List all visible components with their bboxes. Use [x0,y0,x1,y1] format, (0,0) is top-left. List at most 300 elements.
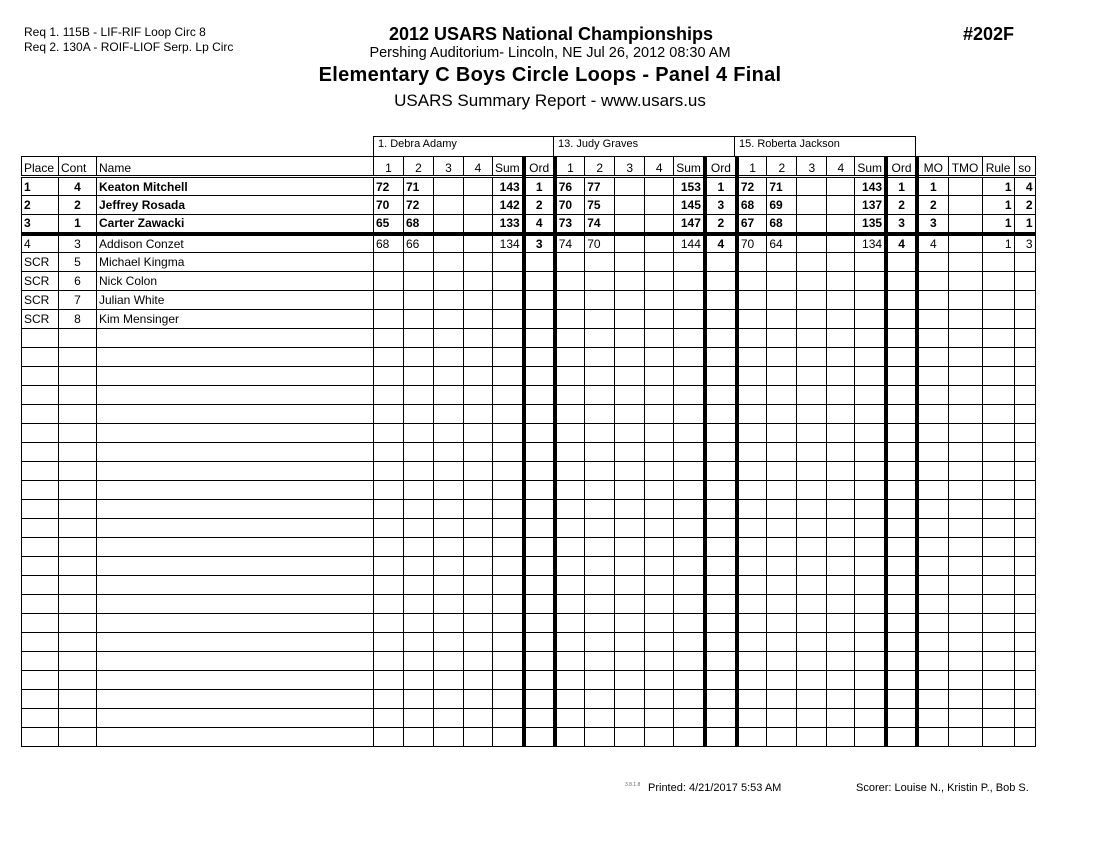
tmo-cell [948,424,982,443]
score-cell [555,500,585,519]
score-cell [797,177,827,196]
table-row [22,253,1036,272]
score-cell [737,500,767,519]
score-cell [737,652,767,671]
sum-cell [493,310,524,329]
so-cell [1014,424,1035,443]
ordinal-cell [705,348,737,367]
mo-cell [917,500,948,519]
score-cell: 71 [404,177,434,196]
col-header-mo: MO [917,157,948,177]
score-cell [434,595,464,614]
score-cell [555,709,585,728]
place-cell [22,633,59,652]
tmo-cell [948,291,982,310]
tmo-cell [948,367,982,386]
score-cell [797,633,827,652]
mo-cell [917,538,948,557]
score-cell [645,443,674,462]
contestant-number-cell [59,728,97,747]
score-cell [797,462,827,481]
sum-cell [674,671,705,690]
ordinal-cell [524,386,555,405]
ordinal-cell: 4 [886,234,917,253]
skater-name-cell [97,500,374,519]
sum-cell [855,386,886,405]
rule-cell [982,405,1014,424]
score-cell [404,443,434,462]
score-cell [615,367,645,386]
score-cell [555,652,585,671]
score-cell [374,272,404,291]
tmo-cell [948,519,982,538]
score-cell [737,557,767,576]
score-cell [767,690,797,709]
col-header-judge1-sum: Sum [493,157,524,177]
skater-name-cell: Michael Kingma [97,253,374,272]
table-row [22,177,1036,196]
score-cell [767,253,797,272]
ordinal-cell: 4 [705,234,737,253]
skater-name-cell [97,405,374,424]
sum-cell [855,690,886,709]
score-cell [737,690,767,709]
printed-timestamp: Printed: 4/21/2017 5:53 AM [648,782,782,794]
score-cell [767,538,797,557]
rule-cell [982,272,1014,291]
ordinal-cell [886,272,917,291]
rule-cell [982,253,1014,272]
score-cell [585,424,615,443]
col-header-judge2-2: 2 [585,157,615,177]
event-number: #202F [963,24,1015,44]
rule-cell [982,671,1014,690]
skater-name-cell [97,386,374,405]
score-cell: 68 [374,234,404,253]
ordinal-cell [886,367,917,386]
score-cell: 64 [767,234,797,253]
col-header-tmo: TMO [948,157,982,177]
score-cell [767,329,797,348]
sum-cell [855,519,886,538]
score-cell [827,424,855,443]
ordinal-cell [705,329,737,348]
score-cell [374,443,404,462]
score-cell [615,633,645,652]
sum-cell: 133 [493,215,524,234]
score-cell [737,481,767,500]
place-cell [22,576,59,595]
col-header-so: so [1014,157,1035,177]
score-cell [797,652,827,671]
score-cell [737,424,767,443]
score-cell [464,291,493,310]
ordinal-cell [524,405,555,424]
place-cell [22,443,59,462]
rule-cell [982,690,1014,709]
score-cell [585,652,615,671]
score-cell [374,538,404,557]
score-cell [464,196,493,215]
mo-cell [917,481,948,500]
skater-name-cell [97,443,374,462]
col-header-judge1-2: 2 [404,157,434,177]
score-cell [404,519,434,538]
place-cell [22,671,59,690]
ordinal-cell [886,443,917,462]
sum-cell [674,405,705,424]
ordinal-cell [886,310,917,329]
table-row [22,443,1036,462]
ordinal-cell [705,519,737,538]
sum-cell: 142 [493,196,524,215]
place-cell: SCR [22,253,59,272]
so-cell [1014,690,1035,709]
score-cell [737,272,767,291]
table-row [22,538,1036,557]
sum-cell [493,519,524,538]
score-cell [464,253,493,272]
ordinal-cell [705,652,737,671]
ordinal-cell [886,652,917,671]
score-cell [555,405,585,424]
score-cell [434,519,464,538]
contestant-number-cell: 7 [59,291,97,310]
so-cell: 2 [1014,196,1035,215]
score-cell [737,329,767,348]
score-cell [797,253,827,272]
score-cell [464,215,493,234]
score-cell [645,462,674,481]
place-cell [22,728,59,747]
sum-cell [493,690,524,709]
col-header-judge2-sum: Sum [674,157,705,177]
score-cell [464,386,493,405]
tmo-cell [948,234,982,253]
score-cell [555,633,585,652]
score-cell [767,557,797,576]
score-cell [374,614,404,633]
score-cell [464,690,493,709]
score-cell [645,272,674,291]
ordinal-cell [705,367,737,386]
contestant-number-cell: 2 [59,196,97,215]
rule-cell [982,652,1014,671]
score-cell [585,614,615,633]
tmo-cell [948,576,982,595]
contestant-number-cell: 6 [59,272,97,291]
so-cell [1014,728,1035,747]
score-cell [434,481,464,500]
ordinal-cell [524,519,555,538]
judge-header-2: 13. Judy Graves [553,136,735,157]
score-cell [827,595,855,614]
sum-cell [493,481,524,500]
score-cell [374,557,404,576]
score-cell [615,519,645,538]
tmo-cell [948,253,982,272]
ordinal-cell [524,652,555,671]
table-row [22,519,1036,538]
table-row [22,367,1036,386]
sum-cell [855,633,886,652]
rule-cell: 1 [982,215,1014,234]
sum-cell [493,500,524,519]
place-cell [22,500,59,519]
score-cell [767,386,797,405]
skater-name-cell: Kim Mensinger [97,310,374,329]
score-cell [737,405,767,424]
sum-cell [674,291,705,310]
score-cell [827,253,855,272]
ordinal-cell [886,329,917,348]
tmo-cell [948,215,982,234]
venue-line: Pershing Auditorium- Lincoln, NE Jul 26, 2012 08:30 AM [369,45,731,61]
score-cell [767,310,797,329]
rule-cell [982,614,1014,633]
so-cell [1014,538,1035,557]
score-cell [827,310,855,329]
table-row [22,500,1036,519]
sum-cell [674,310,705,329]
score-cell [374,310,404,329]
ordinal-cell [705,462,737,481]
place-cell [22,405,59,424]
contestant-number-cell [59,462,97,481]
score-cell: 72 [737,177,767,196]
skater-name-cell [97,728,374,747]
skater-name-cell [97,538,374,557]
ordinal-cell: 2 [524,196,555,215]
sum-cell [493,709,524,728]
score-cell [404,633,434,652]
score-cell [827,234,855,253]
score-cell [374,519,404,538]
score-cell [404,709,434,728]
col-header-judge2-3: 3 [615,157,645,177]
ordinal-cell: 3 [705,196,737,215]
score-cell [645,652,674,671]
score-cell [404,576,434,595]
version-label: 3.8.1.8 [625,782,641,788]
table-row [22,405,1036,424]
place-cell [22,557,59,576]
skater-name-cell [97,671,374,690]
place-cell: 3 [22,215,59,234]
score-cell [464,310,493,329]
score-cell [797,310,827,329]
ordinal-cell [705,595,737,614]
score-cell [464,557,493,576]
score-cell [434,234,464,253]
score-cell [464,405,493,424]
score-cell [615,215,645,234]
col-header-rule: Rule [982,157,1014,177]
table-row [22,614,1036,633]
score-cell [585,386,615,405]
tmo-cell [948,595,982,614]
so-cell [1014,500,1035,519]
rule-cell [982,728,1014,747]
col-header-judge3-1: 1 [737,157,767,177]
score-cell [615,690,645,709]
skater-name-cell [97,462,374,481]
score-cell [767,367,797,386]
score-cell [555,367,585,386]
score-cell [767,709,797,728]
score-cell [464,329,493,348]
score-cell [615,272,645,291]
score-cell [615,728,645,747]
table-row [22,671,1036,690]
score-cell [585,481,615,500]
score-cell [615,595,645,614]
place-cell [22,614,59,633]
score-cell [434,177,464,196]
ordinal-cell: 1 [886,177,917,196]
ordinal-cell [705,386,737,405]
table-row [22,291,1036,310]
tmo-cell [948,557,982,576]
score-cell [585,310,615,329]
score-cell [797,348,827,367]
sum-cell [855,652,886,671]
score-cell [615,348,645,367]
skater-name-cell: Keaton Mitchell [97,177,374,196]
mo-cell [917,405,948,424]
score-cell [555,557,585,576]
sum-cell [493,595,524,614]
ordinal-cell [524,690,555,709]
score-cell [585,443,615,462]
sum-cell [493,462,524,481]
score-cell [464,728,493,747]
score-cell [797,329,827,348]
ordinal-cell [705,481,737,500]
score-cell [645,690,674,709]
table-row [22,424,1036,443]
col-header-place: Place [22,157,59,177]
score-cell [374,253,404,272]
score-cell [797,196,827,215]
score-cell [827,405,855,424]
sum-cell [674,348,705,367]
so-cell [1014,633,1035,652]
so-cell [1014,443,1035,462]
score-cell [645,367,674,386]
score-cell [464,443,493,462]
mo-cell [917,614,948,633]
ordinal-cell [705,690,737,709]
score-cell [827,633,855,652]
mo-cell [917,557,948,576]
score-cell [585,728,615,747]
ordinal-cell [524,462,555,481]
place-cell: SCR [22,291,59,310]
table-row [22,386,1036,405]
ordinal-cell [705,709,737,728]
col-header-judge3-4: 4 [827,157,855,177]
event-title: Elementary C Boys Circle Loops - Panel 4 Final [318,64,782,86]
score-cell [797,671,827,690]
ordinal-cell [705,671,737,690]
score-cell [645,215,674,234]
mo-cell [917,291,948,310]
score-cell: 70 [585,234,615,253]
sum-cell [493,424,524,443]
score-cell [767,595,797,614]
contestant-number-cell [59,367,97,386]
mo-cell [917,329,948,348]
sum-cell [493,576,524,595]
rule-cell [982,329,1014,348]
sum-cell [493,405,524,424]
score-cell [797,443,827,462]
score-cell [374,652,404,671]
place-cell [22,709,59,728]
score-cell [464,481,493,500]
score-cell: 74 [555,234,585,253]
rule-cell [982,367,1014,386]
score-cell: 73 [555,215,585,234]
score-cell [434,405,464,424]
score-cell [404,253,434,272]
mo-cell [917,443,948,462]
score-cell [464,538,493,557]
score-cell [434,652,464,671]
skater-name-cell [97,652,374,671]
score-cell [797,500,827,519]
tmo-cell [948,310,982,329]
score-cell [827,272,855,291]
score-cell [464,234,493,253]
sum-cell [855,728,886,747]
score-cell [797,595,827,614]
score-cell [585,557,615,576]
rule-cell: 1 [982,234,1014,253]
score-cell [737,310,767,329]
score-cell [404,690,434,709]
score-cell [585,690,615,709]
tmo-cell [948,671,982,690]
score-cell [585,348,615,367]
so-cell: 4 [1014,177,1035,196]
score-cell: 68 [737,196,767,215]
score-cell [585,291,615,310]
skater-name-cell [97,690,374,709]
score-cell [555,538,585,557]
contestant-number-cell: 8 [59,310,97,329]
score-cell [404,424,434,443]
score-cell [585,633,615,652]
score-cell [404,500,434,519]
ordinal-cell [886,595,917,614]
table-row [22,196,1036,215]
score-cell [585,500,615,519]
score-cell [615,652,645,671]
place-cell: SCR [22,310,59,329]
score-cell [434,253,464,272]
skater-name-cell [97,348,374,367]
so-cell [1014,481,1035,500]
so-cell [1014,576,1035,595]
ordinal-cell [705,443,737,462]
ordinal-cell [705,310,737,329]
contestant-number-cell [59,652,97,671]
judge-header-1: 1. Debra Adamy [373,136,554,157]
score-cell [434,576,464,595]
rule-cell [982,709,1014,728]
